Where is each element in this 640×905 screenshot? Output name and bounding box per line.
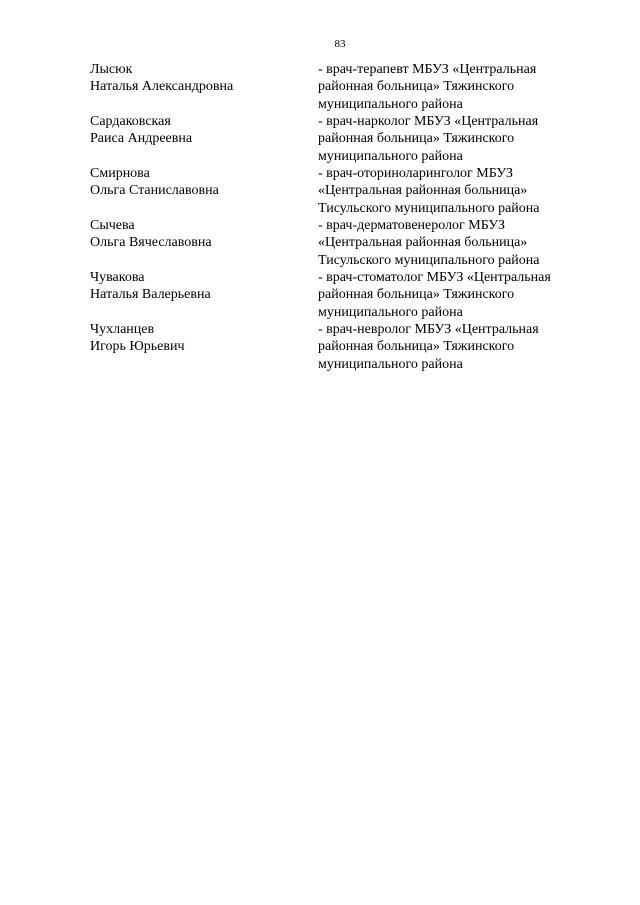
- person-name: [90, 113, 310, 148]
- list-item: [90, 269, 590, 321]
- list-item: [90, 165, 590, 217]
- list-item: [90, 113, 590, 165]
- role-line: - врач-невролог МБУЗ «Центральная: [318, 322, 539, 337]
- page-number: 83: [334, 38, 346, 50]
- position-description: [318, 165, 590, 217]
- surname: Смирнова: [90, 166, 150, 181]
- person-name: [90, 217, 310, 252]
- role-line: районная больница» Тяжинского: [318, 287, 515, 303]
- given-names: Ольга Вячеславовна: [90, 235, 212, 251]
- role-line: «Центральная районная больница»: [318, 235, 528, 251]
- role-line: районная больница» Тяжинского: [318, 131, 515, 147]
- list-item: [90, 217, 590, 269]
- role-line: районная больница» Тяжинского: [318, 339, 515, 355]
- surname: Лысюк: [90, 62, 133, 77]
- position-description: [318, 269, 590, 321]
- given-names: Игорь Юрьевич: [90, 339, 185, 355]
- given-names: Наталья Валерьевна: [90, 287, 211, 303]
- role-line: муниципального района: [318, 148, 463, 164]
- surname: Чувакова: [90, 270, 145, 285]
- person-name: [90, 61, 310, 96]
- staff-list: [90, 61, 590, 373]
- list-item: [90, 321, 590, 373]
- surname: Чухланцев: [90, 322, 155, 337]
- role-line: «Центральная районная больница»: [318, 183, 528, 199]
- person-name: [90, 269, 310, 304]
- given-names: Наталья Александровна: [90, 79, 234, 95]
- list-item: [90, 61, 590, 113]
- position-description: [318, 61, 590, 113]
- role-line: Тисульского муниципального района: [318, 200, 540, 216]
- person-name: [90, 321, 310, 356]
- role-line: - врач-дерматовенеролог МБУЗ: [318, 218, 506, 233]
- position-description: [318, 113, 590, 165]
- given-names: Ольга Станиславовна: [90, 183, 219, 199]
- role-line: муниципального района: [318, 356, 463, 372]
- given-names: Раиса Андреевна: [90, 131, 193, 147]
- person-name: [90, 165, 310, 200]
- role-line: муниципального района: [318, 96, 463, 112]
- role-line: Тисульского муниципального района: [318, 252, 540, 268]
- position-description: [318, 321, 590, 373]
- role-line: - врач-терапевт МБУЗ «Центральная: [318, 62, 537, 77]
- role-line: районная больница» Тяжинского: [318, 79, 515, 95]
- surname: Сардаковская: [90, 114, 171, 129]
- position-description: [318, 217, 590, 269]
- role-line: - врач-нарколог МБУЗ «Центральная: [318, 114, 539, 129]
- role-line: муниципального района: [318, 304, 463, 320]
- surname: Сычева: [90, 218, 135, 233]
- role-line: - врач-стоматолог МБУЗ «Центральная: [318, 270, 551, 285]
- role-line: - врач-оториноларинголог МБУЗ: [318, 166, 514, 181]
